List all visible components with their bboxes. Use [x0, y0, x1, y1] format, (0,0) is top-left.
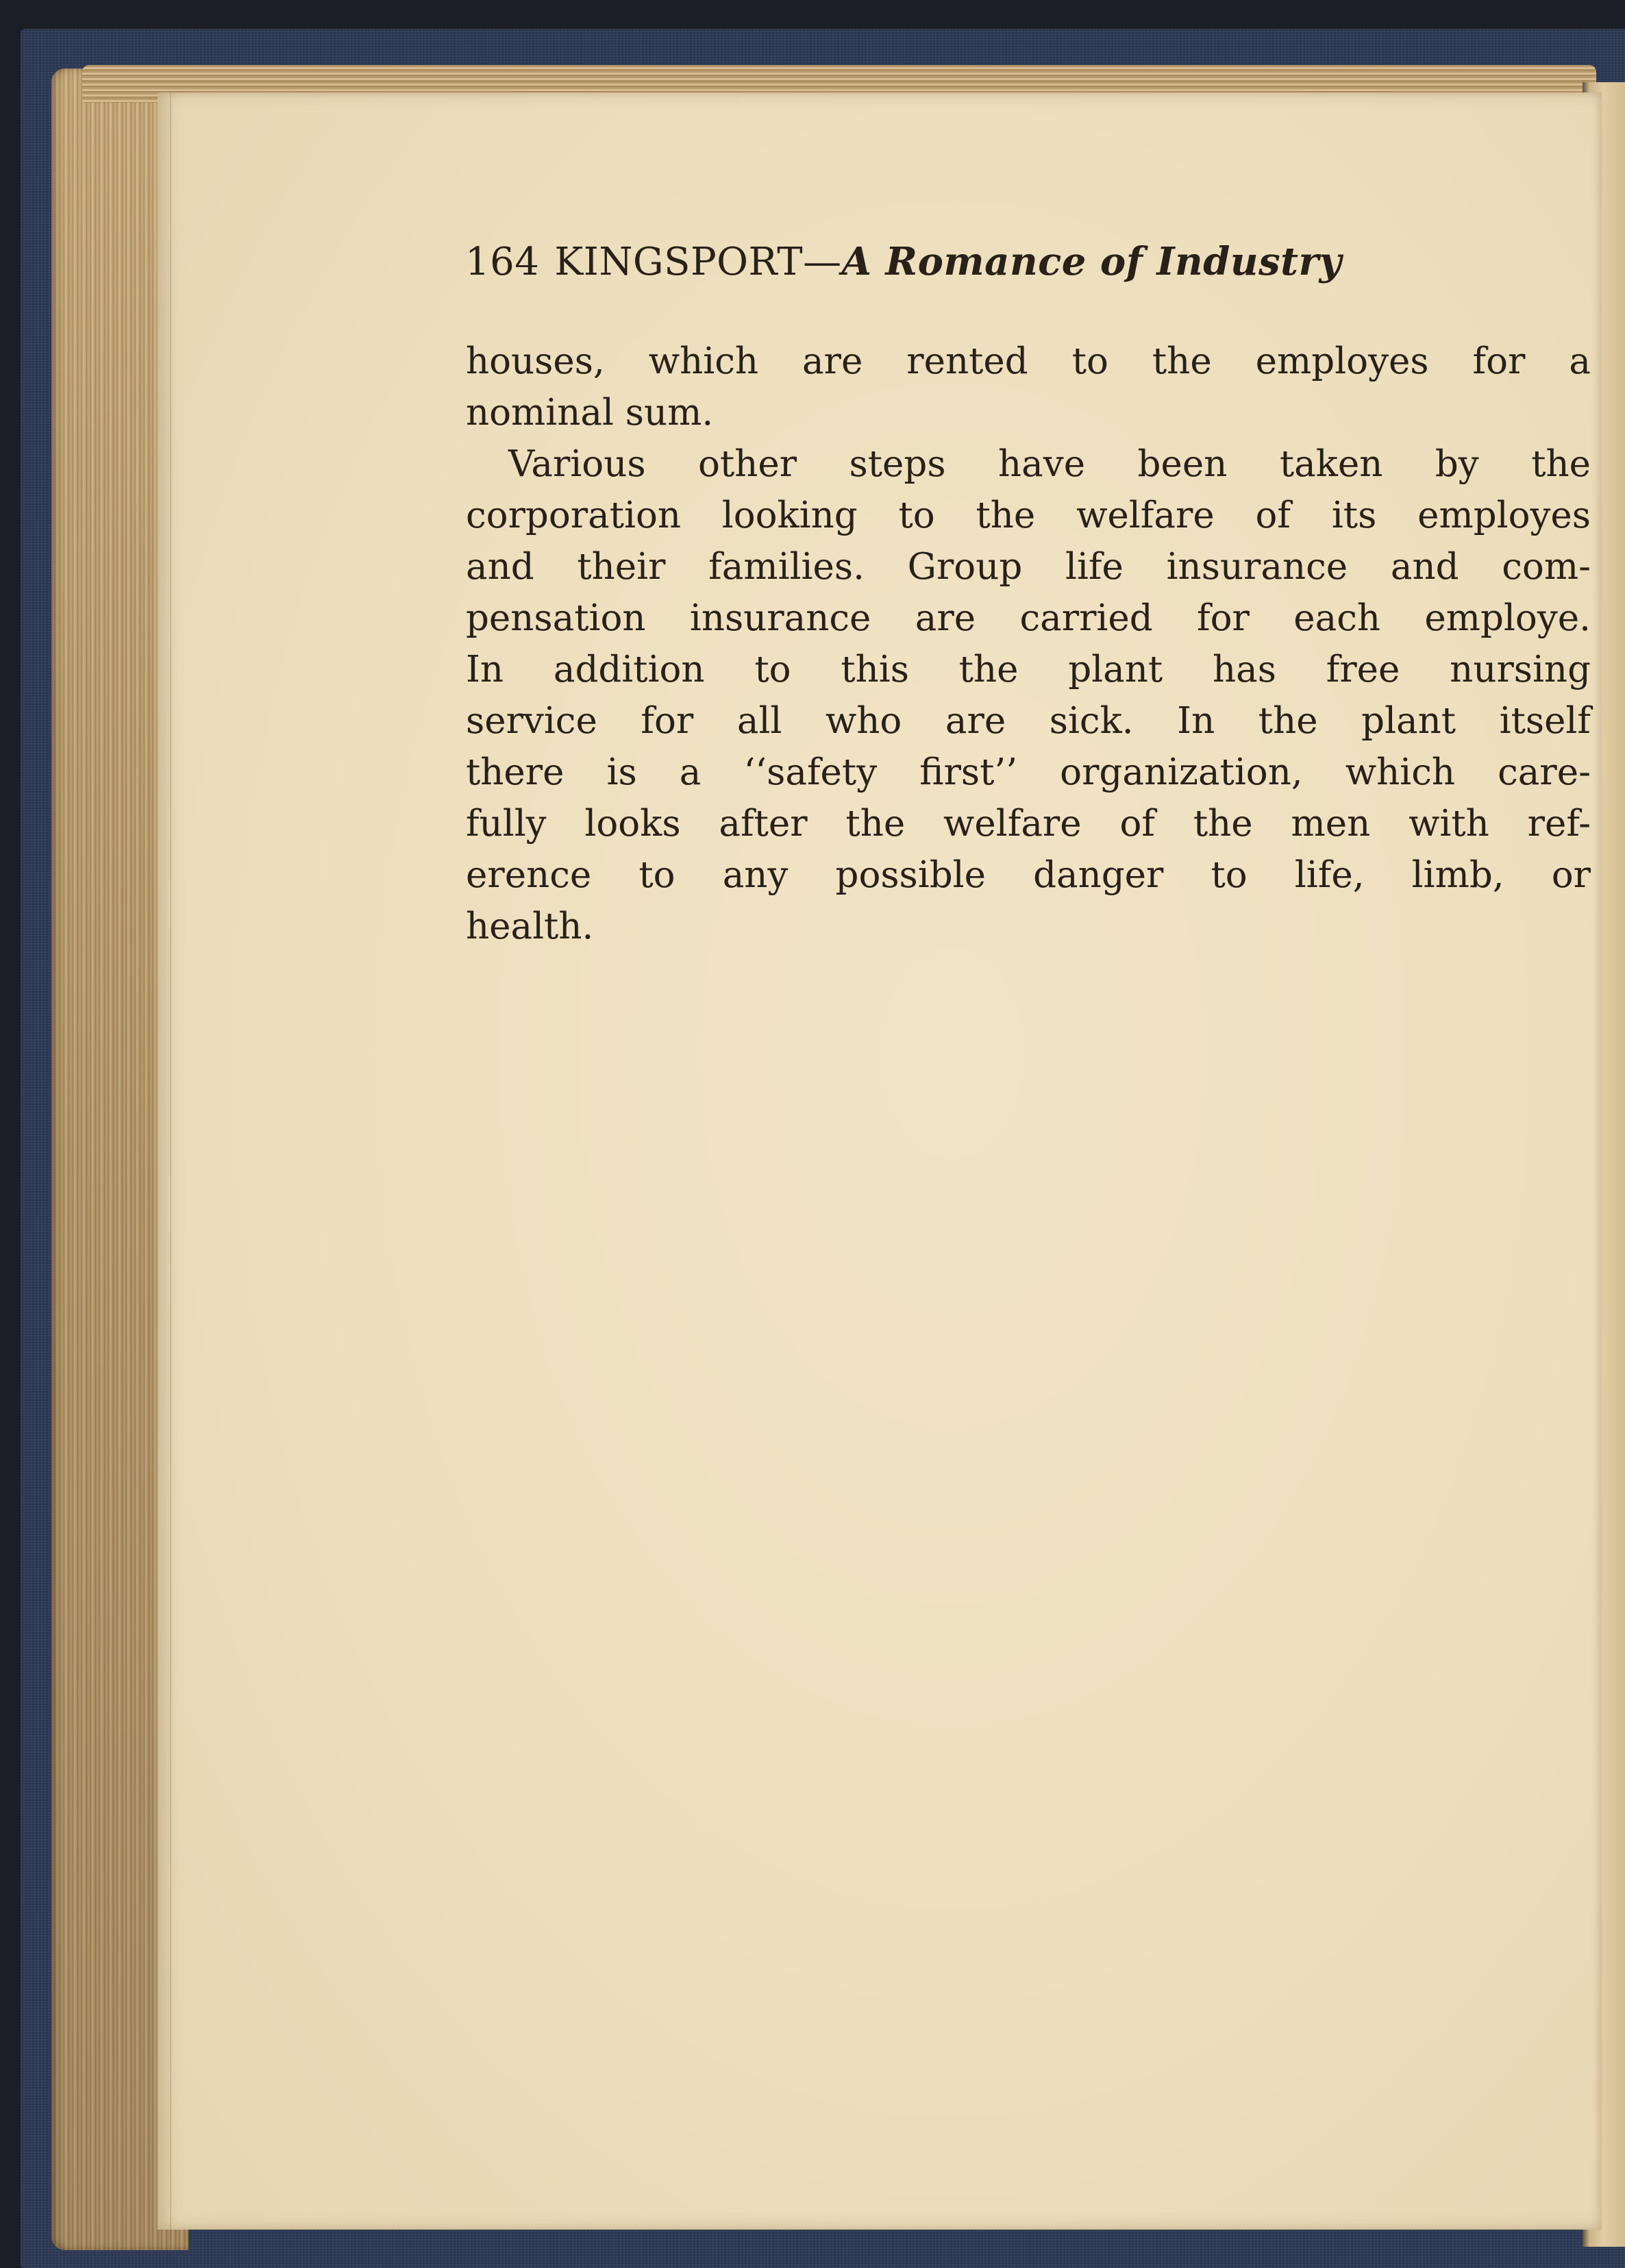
page-number: 164 — [465, 240, 540, 284]
text-line: erence to any possible danger to life, limb, or — [466, 854, 1591, 896]
running-header — [465, 239, 1342, 284]
running-title: KINGSPORT— — [554, 240, 842, 284]
text-line: service for all who are sick. In the plant itself — [466, 700, 1591, 742]
text-line: corporation looking to the welfare of its employes — [466, 495, 1591, 536]
text-line: and their families. Group life insurance and com- — [466, 546, 1591, 588]
text-line: health. — [466, 906, 594, 947]
text-line: pensation insurance are carried for each employe. — [466, 597, 1591, 639]
text-line: Various other steps have been taken by the — [508, 443, 1591, 485]
text-line: houses, which are rented to the employes for a — [466, 340, 1591, 382]
text-line: there is a ‘‘safety first’’ organization, which care- — [466, 751, 1591, 793]
text-line: In addition to this the plant has free nursing — [466, 649, 1591, 690]
text-line: nominal sum. — [466, 392, 714, 434]
book-page — [158, 92, 1602, 2230]
running-subtitle: A Romance of Industry — [841, 239, 1342, 284]
body-text — [466, 336, 1591, 952]
text-line: fully looks after the welfare of the men with ref- — [466, 803, 1591, 845]
